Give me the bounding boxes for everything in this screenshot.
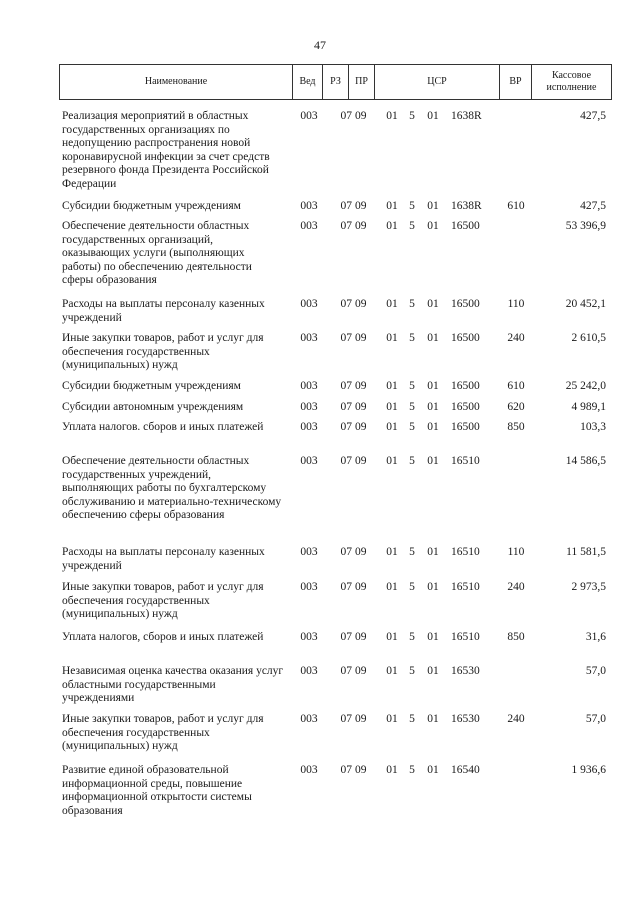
row-pr: 09 — [355, 421, 367, 433]
column-header-csr: ЦСР — [375, 65, 500, 99]
row-name: Развитие единой образовательной информационной среды, повышение информационной открытости системы образования — [62, 764, 252, 817]
row-csr-2: 5 — [409, 713, 415, 725]
row-csr-1: 01 — [386, 631, 398, 643]
row-pr: 09 — [355, 298, 367, 310]
row-csr-2: 5 — [409, 421, 415, 433]
row-csr-1: 01 — [386, 380, 398, 392]
row-pr: 09 — [355, 581, 367, 593]
row-vr: 610 — [507, 380, 525, 392]
row-pr: 09 — [355, 665, 367, 677]
row-rz: 07 — [340, 455, 352, 467]
row-rz: 07 — [340, 220, 352, 232]
row-rz: 07 — [340, 401, 352, 413]
row-name: Расходы на выплаты персоналу казенных учреждений — [62, 298, 265, 324]
row-csr-1: 01 — [386, 713, 398, 725]
row-csr-2: 5 — [409, 332, 415, 344]
row-vr: 850 — [507, 421, 525, 433]
row-csr-4: 16500 — [451, 380, 480, 392]
row-csr-2: 5 — [409, 546, 415, 558]
row-csr-2: 5 — [409, 200, 415, 212]
row-csr-2: 5 — [409, 631, 415, 643]
row-name: Субсидии бюджетным учреждениям — [62, 380, 241, 392]
row-csr-2: 5 — [409, 220, 415, 232]
row-name: Субсидии бюджетным учреждениям — [62, 200, 241, 212]
column-header-amount: Кассовое исполнение — [546, 70, 597, 93]
row-amount: 20 452,1 — [565, 298, 606, 310]
row-csr-3: 01 — [427, 401, 439, 413]
row-ved: 003 — [300, 298, 318, 310]
row-pr: 09 — [355, 332, 367, 344]
page-number: 47 — [314, 38, 326, 52]
row-rz: 07 — [340, 665, 352, 677]
row-pr: 09 — [355, 200, 367, 212]
row-name: Субсидии автономным учреждениям — [62, 401, 244, 413]
row-name: Уплата налогов. сборов и иных платежей — [62, 421, 264, 433]
row-amount: 2 610,5 — [571, 332, 606, 344]
row-vr: 240 — [507, 581, 525, 593]
row-csr-1: 01 — [386, 401, 398, 413]
row-rz: 07 — [340, 546, 352, 558]
row-pr: 09 — [355, 455, 367, 467]
row-amount: 1 936,6 — [571, 764, 606, 776]
row-name: Иные закупки товаров, работ и услуг для обеспечения государственных (муниципальных) нужд — [62, 581, 264, 620]
row-vr: 110 — [507, 298, 525, 310]
row-amount: 4 989,1 — [571, 401, 606, 413]
row-csr-3: 01 — [427, 421, 439, 433]
row-name: Расходы на выплаты персоналу казенных учреждений — [62, 546, 265, 572]
row-name: Уплата налогов, сборов и иных платежей — [62, 631, 264, 643]
row-csr-1: 01 — [386, 581, 398, 593]
row-csr-3: 01 — [427, 332, 439, 344]
row-amount: 57,0 — [585, 665, 606, 677]
row-csr-2: 5 — [409, 298, 415, 310]
row-pr: 09 — [355, 713, 367, 725]
row-csr-3: 01 — [427, 764, 439, 776]
row-name: Независимая оценка качества оказания услуг областными государственными учреждениями — [62, 665, 284, 704]
row-csr-3: 01 — [427, 631, 439, 643]
row-ved: 003 — [300, 421, 318, 433]
row-rz: 07 — [340, 581, 352, 593]
row-amount: 31,6 — [585, 631, 606, 643]
row-ved: 003 — [300, 713, 318, 725]
row-ved: 003 — [300, 546, 318, 558]
column-header-rz: РЗ — [323, 65, 349, 99]
row-pr: 09 — [355, 110, 367, 122]
row-csr-3: 01 — [427, 581, 439, 593]
row-amount: 53 396,9 — [565, 220, 606, 232]
row-amount: 11 581,5 — [566, 546, 606, 558]
column-header-vr: ВР — [500, 65, 532, 99]
row-csr-1: 01 — [386, 298, 398, 310]
row-rz: 07 — [340, 298, 352, 310]
column-header-pr: ПР — [349, 65, 375, 99]
row-csr-4: 16530 — [451, 713, 480, 725]
row-pr: 09 — [355, 631, 367, 643]
row-pr: 09 — [355, 401, 367, 413]
row-name: Иные закупки товаров, работ и услуг для обеспечения государственных (муниципальных) нужд — [62, 713, 264, 752]
row-ved: 003 — [300, 764, 318, 776]
row-csr-1: 01 — [386, 220, 398, 232]
row-ved: 003 — [300, 665, 318, 677]
row-pr: 09 — [355, 220, 367, 232]
row-vr: 240 — [507, 713, 525, 725]
row-rz: 07 — [340, 200, 352, 212]
row-amount: 103,3 — [580, 421, 606, 433]
column-header-ved: Вед — [293, 65, 323, 99]
row-csr-4: 16510 — [451, 631, 480, 643]
row-ved: 003 — [300, 631, 318, 643]
row-csr-2: 5 — [409, 455, 415, 467]
row-csr-3: 01 — [427, 200, 439, 212]
row-name: Обеспечение деятельности областных государственных учреждений, выполняющих работы по бухгалтерскому обслуживанию и материально-техническому обеспечению сферы образования — [62, 455, 282, 521]
row-csr-3: 01 — [427, 546, 439, 558]
row-csr-4: 16540 — [451, 764, 480, 776]
row-pr: 09 — [355, 380, 367, 392]
row-vr: 610 — [507, 200, 525, 212]
row-vr: 240 — [507, 332, 525, 344]
row-csr-4: 16500 — [451, 401, 480, 413]
row-csr-1: 01 — [386, 421, 398, 433]
row-csr-4: 16530 — [451, 665, 480, 677]
row-csr-1: 01 — [386, 110, 398, 122]
row-ved: 003 — [300, 581, 318, 593]
row-csr-4: 16510 — [451, 546, 480, 558]
row-name: Реализация мероприятий в областных государственных организациях по недопущению распространения новой коронавирусной инфекции за счет средств резервного фонда Президента Российской Федерации — [62, 110, 270, 190]
row-csr-2: 5 — [409, 401, 415, 413]
row-ved: 003 — [300, 332, 318, 344]
row-rz: 07 — [340, 631, 352, 643]
row-pr: 09 — [355, 764, 367, 776]
row-pr: 09 — [355, 546, 367, 558]
row-ved: 003 — [300, 110, 318, 122]
row-csr-4: 16500 — [451, 332, 480, 344]
row-rz: 07 — [340, 764, 352, 776]
row-csr-4: 16510 — [451, 581, 480, 593]
row-csr-3: 01 — [427, 220, 439, 232]
row-ved: 003 — [300, 200, 318, 212]
row-rz: 07 — [340, 713, 352, 725]
row-vr: 110 — [507, 546, 525, 558]
row-amount: 25 242,0 — [565, 380, 606, 392]
row-csr-1: 01 — [386, 546, 398, 558]
row-csr-2: 5 — [409, 665, 415, 677]
row-ved: 003 — [300, 380, 318, 392]
row-amount: 57,0 — [585, 713, 606, 725]
row-csr-1: 01 — [386, 764, 398, 776]
row-amount: 427,5 — [580, 200, 606, 212]
row-amount: 427,5 — [580, 110, 606, 122]
row-csr-3: 01 — [427, 455, 439, 467]
row-ved: 003 — [300, 455, 318, 467]
row-csr-4: 16500 — [451, 421, 480, 433]
row-csr-1: 01 — [386, 455, 398, 467]
row-name: Иные закупки товаров, работ и услуг для обеспечения государственных (муниципальных) нужд — [62, 332, 264, 371]
row-rz: 07 — [340, 380, 352, 392]
row-csr-1: 01 — [386, 332, 398, 344]
column-header-name: Наименование — [60, 65, 293, 99]
row-amount: 14 586,5 — [565, 455, 606, 467]
row-ved: 003 — [300, 220, 318, 232]
row-csr-2: 5 — [409, 764, 415, 776]
row-csr-4: 16500 — [451, 220, 480, 232]
row-csr-3: 01 — [427, 110, 439, 122]
row-csr-1: 01 — [386, 200, 398, 212]
row-csr-1: 01 — [386, 665, 398, 677]
row-csr-4: 1638R — [451, 110, 482, 122]
row-vr: 850 — [507, 631, 525, 643]
row-csr-2: 5 — [409, 110, 415, 122]
row-name: Обеспечение деятельности областных государственных организаций, оказывающих услуги (выполняющих работы) по обеспечению деятельности сферы образования — [62, 220, 252, 286]
row-rz: 07 — [340, 110, 352, 122]
row-csr-4: 16510 — [451, 455, 480, 467]
row-vr: 620 — [507, 401, 525, 413]
row-csr-2: 5 — [409, 581, 415, 593]
row-rz: 07 — [340, 332, 352, 344]
row-csr-3: 01 — [427, 298, 439, 310]
row-rz: 07 — [340, 421, 352, 433]
row-csr-4: 1638R — [451, 200, 482, 212]
row-ved: 003 — [300, 401, 318, 413]
row-csr-2: 5 — [409, 380, 415, 392]
row-csr-3: 01 — [427, 380, 439, 392]
row-csr-3: 01 — [427, 665, 439, 677]
row-csr-4: 16500 — [451, 298, 480, 310]
row-amount: 2 973,5 — [571, 581, 606, 593]
row-csr-3: 01 — [427, 713, 439, 725]
